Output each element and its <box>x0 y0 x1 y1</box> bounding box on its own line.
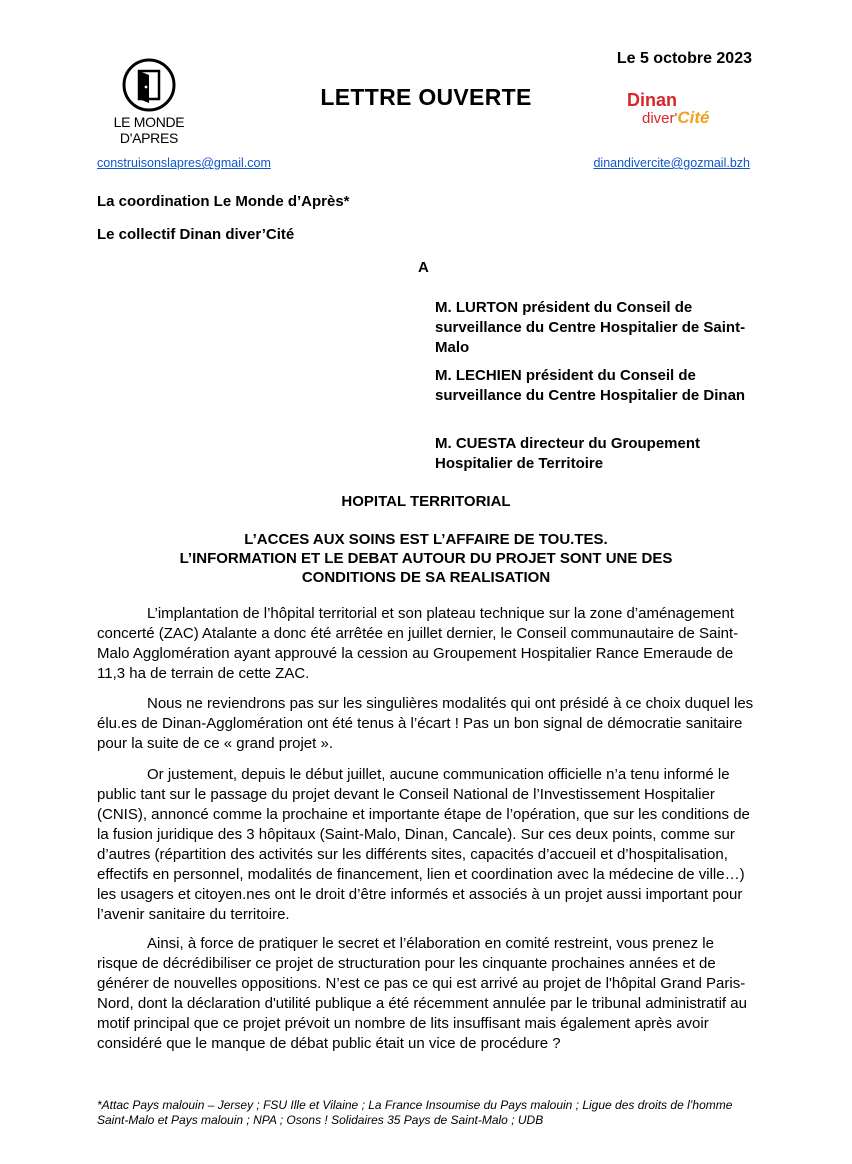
headline-line-3: CONDITIONS DE SA REALISATION <box>301 569 551 586</box>
body-paragraph-4: Ainsi, à force de pratiquer le secret et l’élaboration en comité restreint, vous prenez le risque de décrédibiliser ce projet de structuration pour les cinquante prochaines années et de générer de nouvelles oppositions. N’est ce pas ce qui est arrivé au projet de l'hôpital Grand Paris-Nord, dont la déclaration d'utilité publique a été récemment annulée par le tribunal administratif au motif principal que ce projet prévoit un nombre de lits insuffisant mais également après avoir considéré que le manque de débat public était un vice de procédure ? <box>97 935 747 1052</box>
letter-date: Le 5 octobre 2023 <box>616 50 752 67</box>
letter-title: LETTRE OUVERTE <box>320 84 532 110</box>
logo-right-prefix: diver' <box>642 110 678 127</box>
to-label: A <box>418 259 429 276</box>
logo-right-line1: Dinan <box>627 90 678 110</box>
email-link-left[interactable]: construisonslapres@gmail.com <box>97 156 271 170</box>
logo-right-line2 <box>627 110 737 127</box>
recipient-lurton: M. LURTON président du Conseil de surveillance du Centre Hospitalier de Saint-Malo <box>435 299 746 356</box>
section-title: HOPITAL TERRITORIAL <box>341 493 511 510</box>
body-paragraph-2: Nous ne reviendrons pas sur les singulières modalités qui ont présidé à ce choix duquel les élu.es de Dinan-Agglomération ont été tenus à l’écart ! Pas un bon signal de démocratie sanitaire pour la suite de ce « grand projet ». <box>97 695 754 752</box>
email-link-right[interactable]: dinandivercite@gozmail.bzh <box>593 156 750 170</box>
logo-left-line2: D'APRES <box>119 130 179 146</box>
body-paragraph-1: L’implantation de l’hôpital territorial et son plateau technique sur la zone d’aménagement concerté (ZAC) Atalante a donc été arrêtée en juillet dernier, le Conseil communautaire de Saint-Malo Agglomération ayant approuvé la cession au Groupement Hospitalier Rance Emeraude de 11,3 ha de terrain de cette ZAC. <box>97 605 739 682</box>
sender-coordination: La coordination Le Monde d’Après* <box>97 193 350 210</box>
logo-right-suffix: Cité <box>677 108 710 127</box>
recipient-cuesta: M. CUESTA directeur du Groupement Hospitalier de Territoire <box>435 435 701 472</box>
sender-collectif: Le collectif Dinan diver’Cité <box>97 226 295 243</box>
logo-left-line1: LE MONDE <box>113 114 185 130</box>
dinan-divercite-logo <box>627 90 737 127</box>
body-paragraph-3: Or justement, depuis le début juillet, aucune communication officielle n’a tenu informé le public tant sur le passage du projet devant le Conseil National de l’Investissement Hospitalier (CNIS), annoncé comme la prochaine et importante étape de l’opération, que sur les conditions de la fusion juridique des 3 hôpitaux (Saint-Malo, Dinan, Cancale). Sur ces deux points, comme sur d’autres (répartition des activités sur les différents sites, capacités d’accueil et d’hospitalisation, effectifs en personnel, modalités de financement, lien et coordination avec la médecine de ville…) les usagers et citoyen.nes ont le droit d’être informés et associés à un projet aussi important pour l’avenir sanitaire du territoire. <box>97 766 750 923</box>
recipient-lechien: M. LECHIEN président du Conseil de surveillance du Centre Hospitalier de Dinan <box>435 367 746 404</box>
footnote: *Attac Pays malouin – Jersey ; FSU Ille et Vilaine ; La France Insoumise du Pays malouin ; Ligue des droits de l’homme Saint-Malo et Pays malouin ; NPA ; Osons ! Solidaires 35 Pays de Saint-Malo ; UDB <box>97 1098 733 1127</box>
headline-line-2: L’INFORMATION ET LE DEBAT AUTOUR DU PROJET SONT UNE DES <box>179 550 673 567</box>
headline-line-1: L’ACCES AUX SOINS EST L’AFFAIRE DE TOU.TES. <box>244 531 608 548</box>
headline <box>120 530 732 587</box>
